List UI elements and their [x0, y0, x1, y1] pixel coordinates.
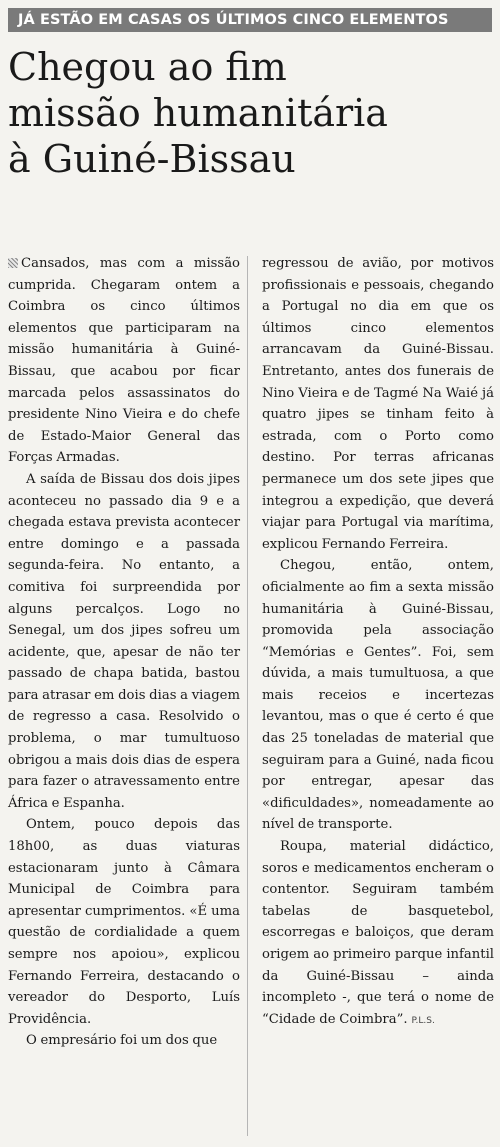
- author-signature: P.L.S.: [411, 1015, 435, 1026]
- paragraph-text: Roupa, material didáctico, soros e medicamentos encheram o contentor. Seguiram também tabelas de basquetebol, escorregas e baloiços, que deram origem ao primeiro parque infantil da Guiné-Bissau – ainda incompleto -, que terá o nome de “Cidade de Coimbra”.: [262, 839, 494, 1027]
- paragraph: [8, 253, 240, 469]
- headline: [8, 44, 494, 182]
- paragraph: A saída de Bissau dos dois jipes aconteceu no passado dia 9 e a chegada estava prevista acontecer entre domingo e a passada segunda-feira. No entanto, a comitiva foi surpreendida por alguns percalços. Logo no Senegal, um dos jipes sofreu um acidente, que, apesar de não ter passado de chapa batida, bastou para atrasar em dois dias a viagem de regresso a casa. Resolvido o problema, o mar tumultuoso obrigou a mais dois dias de espera para fazer o atravessamento entre África e Espanha.: [8, 471, 240, 811]
- paragraph: O empresário foi um dos que: [26, 1033, 218, 1049]
- paragraph: regressou de avião, por motivos profissionais e pessoais, chegando a Portugal no dia em que os últimos cinco elementos arrancavam da Guiné-Bissau. Entretanto, antes dos funerais de Nino Vieira e de Tagmé Na Waié já quatro jipes se tinham feito à estrada, com o Porto como destino. Por terras africanas permanece um dos sete jipes que integrou a expedição, que deverá viajar para Portugal via marítima, explicou Fernando Ferreira.: [262, 256, 494, 552]
- paragraph: Chegou, então, ontem, oficialmente ao fim a sexta missão humanitária à Guiné-Bissau, promovida pela associação “Memórias e Gentes”. Foi, sem dúvida, a mais tumultuosa, a que mais receios e incertezas levantou, mas o que é certo é que das 25 toneladas de material que seguiram para a Guiné, nada ficou por entregar, apesar das «dificuldades», nomeadamente ao nível de transporte.: [262, 558, 494, 833]
- column-divider: [247, 256, 248, 1136]
- paragraph: Ontem, pouco depois das 18h00, as duas viaturas estacionaram junto à Câmara Municipal de Coimbra para apresentar cumprimentos. «É uma questão de cordialidade a quem sempre nos apoiou», explicou Fernando Ferreira, destacando o vereador do Desporto, Luís Providência.: [8, 817, 240, 1027]
- article-column-right: [262, 253, 494, 1032]
- article-column-left: [8, 253, 240, 1052]
- headline-line-3: à Guiné-Bissau: [8, 137, 296, 181]
- headline-line-2: missão humanitária: [8, 91, 388, 135]
- kicker-banner: JÁ ESTÃO EM CASAS OS ÚLTIMOS CINCO ELEMENTOS: [8, 8, 492, 32]
- paragraph: [262, 836, 494, 1032]
- headline-line-1: Chegou ao fim: [8, 45, 287, 89]
- paragraph-text: Cansados, mas com a missão cumprida. Chegaram ontem a Coimbra os cinco últimos elementos que participaram na missão humanitária à Guiné-Bissau, que acabou por ficar marcada pelos assassinatos do presidente Nino Vieira e do chefe de Estado-Maior General das Forças Armadas.: [8, 256, 240, 466]
- lead-bullet-icon: [8, 258, 18, 268]
